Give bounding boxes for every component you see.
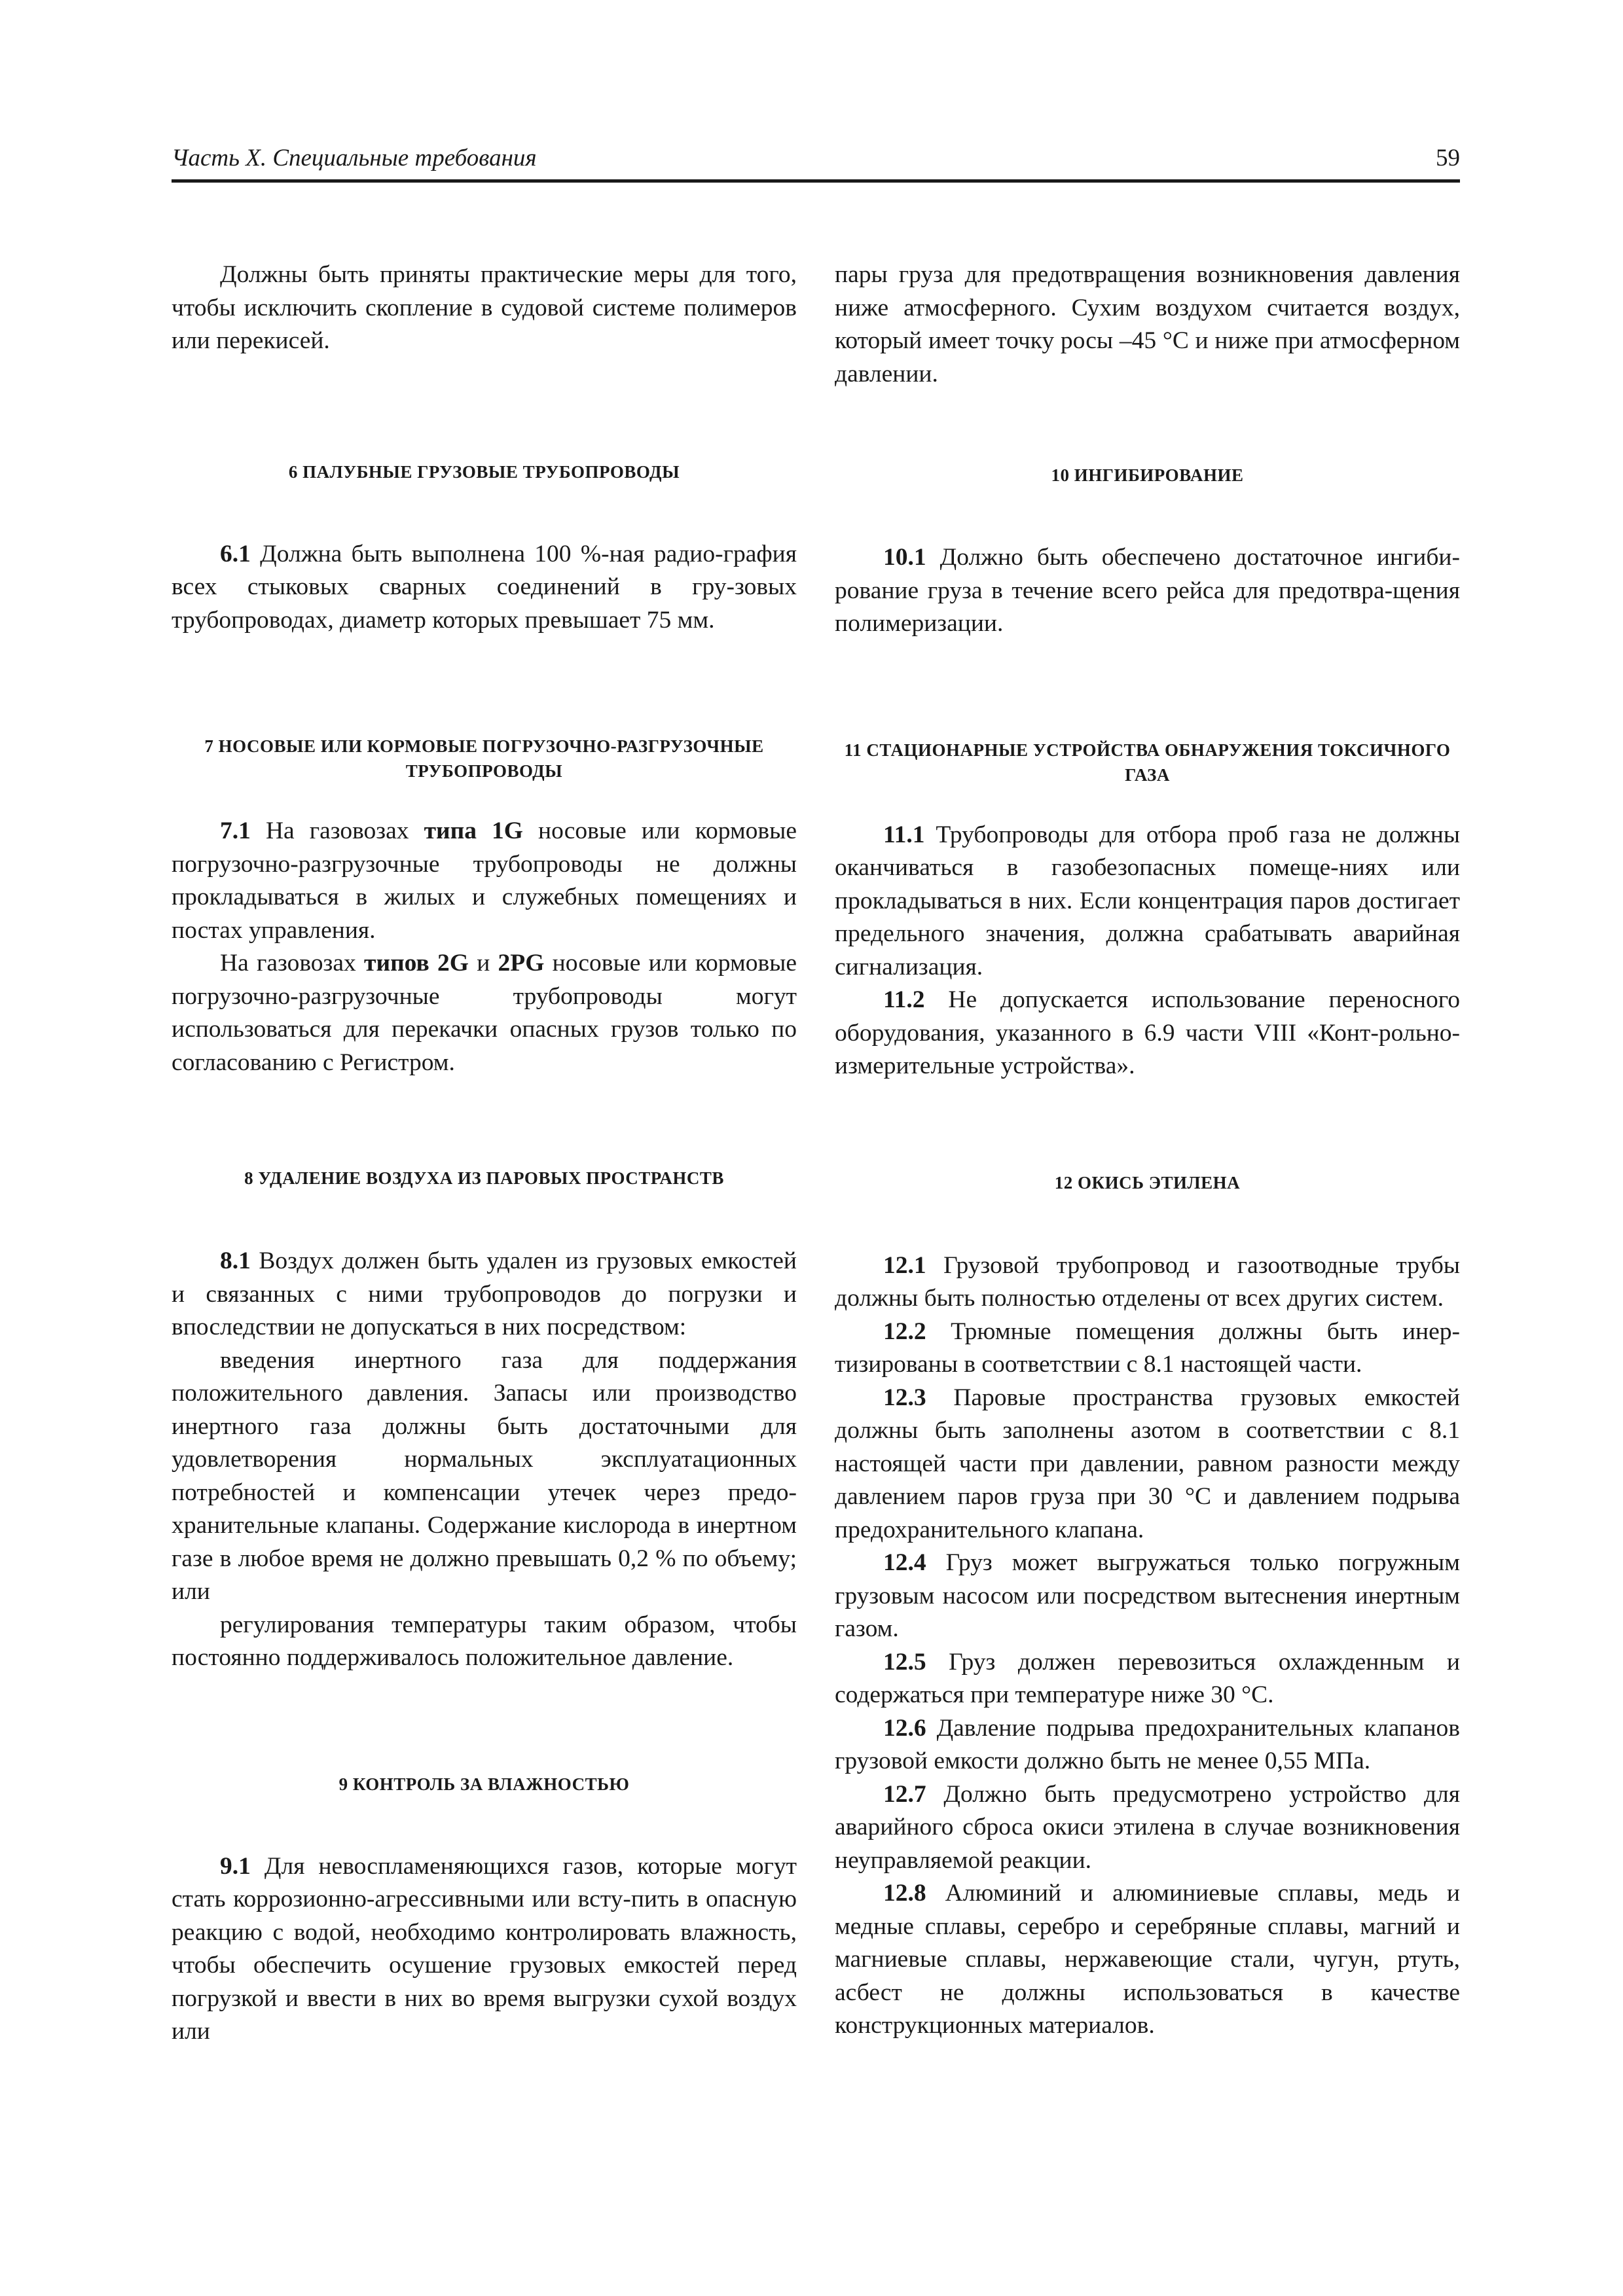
spacer xyxy=(835,1083,1460,1170)
clause-text: Паровые пространства грузовых емкостей должны быть заполнены азотом в соответствии с 8.1 настоящей части при давлении, равном разности между давлением паров груза при 30 °С и давлением подрыва предохранительного клапана. xyxy=(835,1384,1460,1543)
spacer xyxy=(172,637,797,734)
clause-text: Не допускается использование переносного оборудования, указанного в 6.9 части VIII «Конт-рольно-измерительные устройства». xyxy=(835,986,1460,1079)
heading-section-12: 12 ОКИСЬ ЭТИЛЕНА xyxy=(1054,1172,1241,1193)
clause-text: На газовозах xyxy=(220,950,365,977)
clause-text: Грузовой трубопровод и газоотводные трубы должны быть полностью отделены от всех других систем. xyxy=(835,1251,1460,1312)
paragraph-intro-left: Должны быть приняты практические меры для того, чтобы исключить скопление в судовой системе полимеров или перекисей. xyxy=(172,261,797,354)
paragraph-12-7 xyxy=(835,1778,1460,1878)
paragraph-12-6 xyxy=(835,1712,1460,1778)
clause-number: 9.1 xyxy=(220,1852,251,1880)
clause-number: 8.1 xyxy=(220,1247,251,1274)
clause-number: 12.3 xyxy=(883,1384,926,1411)
spacer xyxy=(835,391,1460,463)
clause-text: носовые или кормовые погрузочно-разгрузочные трубопроводы не должны прокладываться в жилых и служебных помещениях и постах управления. xyxy=(172,817,797,944)
clause-bold: 2PG xyxy=(498,950,545,977)
paragraph-7-2 xyxy=(172,947,797,1079)
paragraph-12-8 xyxy=(835,1877,1460,2043)
paragraph-11-2 xyxy=(835,984,1460,1083)
clause-text: и xyxy=(468,950,498,977)
clause-number: 10.1 xyxy=(883,544,926,571)
clause-number: 11.1 xyxy=(883,821,925,848)
clause-number: 12.6 xyxy=(883,1714,926,1742)
heading-section-11: 11 СТАЦИОНАРНЫЕ УСТРОЙСТВА ОБНАРУЖЕНИЯ ТОКСИЧНОГО ГАЗА xyxy=(844,740,1451,785)
clause-text: Должно быть предусмотрено устройство для аварийного сброса окиси этилена в случае возникновения неуправляемой реакции. xyxy=(835,1780,1460,1874)
clause-bold: типов 2G xyxy=(364,950,469,977)
clause-text: Груз должен перевозиться охлажденным и содержаться при температуре ниже 30 °С. xyxy=(835,1648,1460,1708)
paragraph-12-3 xyxy=(835,1382,1460,1547)
spacer xyxy=(172,1191,797,1245)
clause-text: Трюмные помещения должны быть инер-тизированы в соответствии с 8.1 настоящей части. xyxy=(835,1318,1460,1378)
left-column xyxy=(172,259,797,2049)
clause-number: 6.1 xyxy=(220,540,251,567)
paragraph-12-2 xyxy=(835,1316,1460,1382)
clause-number: 11.2 xyxy=(883,986,925,1013)
right-column xyxy=(835,259,1460,2043)
clause-number: 12.1 xyxy=(883,1251,926,1279)
spacer xyxy=(172,783,797,815)
clause-number: 12.4 xyxy=(883,1549,926,1576)
clause-text: Трубопроводы для отбора проб газа не должны оканчиваться в газобезопасных помеще-ниях или прокладываться в них. Если концентрация паров достигает предельного значения, должна срабатывать аварийная сигнализация. xyxy=(835,821,1460,980)
clause-number: 7.1 xyxy=(220,817,251,844)
paragraph-7-1 xyxy=(172,815,797,947)
clause-text: Для невоспламеняющихся газов, которые могут стать коррозионно-агрессивными или всту-пить в опасную реакцию с водой, необходимо контролировать влажность, чтобы обеспечить осушение грузовых емкостей перед погрузкой и ввести в них во время выгрузки сухой воздух или xyxy=(172,1852,797,2045)
spacer xyxy=(172,484,797,538)
paragraph-12-4 xyxy=(835,1547,1460,1646)
heading-section-10: 10 ИНГИБИРОВАНИЕ xyxy=(1051,465,1244,485)
clause-number: 12.8 xyxy=(883,1880,926,1907)
paragraph-8-1-item-1: введения инертного газа для поддержания положительного давления. Запасы или производство инертного газа должны быть достаточными для удовлетворения нормальных эксплуатационных потребностей и компенсации утечек через предо-хранительные клапаны. Содержание кислорода в инертном газе в любое время не должно превышать 0,2 % по объему; или xyxy=(172,1346,797,1605)
page-number: 59 xyxy=(1436,145,1460,171)
paragraph-10-1 xyxy=(835,541,1460,641)
clause-number: 12.7 xyxy=(883,1780,926,1808)
spacer xyxy=(172,1797,797,1850)
clause-text: Воздух должен быть удален из грузовых емкостей и связанных с ними трубопроводов до погрузки и впоследствии не допускаться в них посредством: xyxy=(172,1247,797,1340)
spacer xyxy=(835,787,1460,819)
spacer xyxy=(172,358,797,459)
running-header xyxy=(172,143,1460,183)
clause-number: 12.2 xyxy=(883,1318,926,1345)
clause-text: Алюминий и алюминиевые сплавы, медь и медные сплавы, серебро и серебряные сплавы, магний и магниевые сплавы, нержавеющие стали, чугун, ртуть, асбест не должны использоваться в качестве конструкционных материалов. xyxy=(835,1880,1460,2039)
heading-section-7: 7 НОСОВЫЕ ИЛИ КОРМОВЫЕ ПОГРУЗОЧНО-РАЗГРУЗОЧНЫЕ ТРУБОПРОВОДЫ xyxy=(204,736,764,781)
paragraph-8-1-item-2: регулирования температуры таким образом, чтобы постоянно поддерживалось положительное давление. xyxy=(172,1611,797,1671)
clause-text: Груз может выгружаться только погружным грузовым насосом или посредством вытеснения инертным газом. xyxy=(835,1549,1460,1642)
clause-bold: типа 1G xyxy=(424,817,523,844)
clause-text: носовые или кормовые погрузочно-разгрузочные трубопроводы могут использоваться для перекачки опасных грузов только по согласованию с Регистром. xyxy=(172,950,797,1076)
clause-text: Должна быть выполнена 100 %-ная радио-графия всех стыковых сварных соединений в гру-зовых трубопроводах, диаметр которых превышает 75 мм. xyxy=(172,540,797,634)
heading-section-6: 6 ПАЛУБНЫЕ ГРУЗОВЫЕ ТРУБОПРОВОДЫ xyxy=(288,461,680,482)
clause-text: На газовозах xyxy=(250,817,424,844)
paragraph-12-5 xyxy=(835,1646,1460,1712)
spacer xyxy=(172,1079,797,1166)
spacer xyxy=(835,1195,1460,1249)
paragraph-9-1 xyxy=(172,1850,797,2049)
spacer xyxy=(835,488,1460,541)
paragraph-12-1 xyxy=(835,1249,1460,1316)
paragraph-6-1 xyxy=(172,538,797,637)
spacer xyxy=(172,1675,797,1772)
paragraph-8-1 xyxy=(172,1245,797,1344)
heading-section-8: 8 УДАЛЕНИЕ ВОЗДУХА ИЗ ПАРОВЫХ ПРОСТРАНСТВ xyxy=(244,1168,724,1188)
spacer xyxy=(835,641,1460,738)
header-title: Часть X. Специальные требования xyxy=(172,145,537,171)
paragraph-intro-right: пары груза для предотвращения возникновения давления ниже атмосферного. Сухим воздухом считается воздух, который имеет точку росы –45 °С и ниже при атмосферном давлении. xyxy=(835,261,1460,387)
clause-text: Давление подрыва предохранительных клапанов грузовой емкости должно быть не менее 0,55 МПа. xyxy=(835,1714,1460,1774)
paragraph-11-1 xyxy=(835,819,1460,984)
clause-text: Должно быть обеспечено достаточное ингиби-рование груза в течение всего рейса для предотвра-щения полимеризации. xyxy=(835,544,1460,637)
clause-number: 12.5 xyxy=(883,1648,926,1676)
heading-section-9: 9 КОНТРОЛЬ ЗА ВЛАЖНОСТЬЮ xyxy=(338,1774,630,1794)
